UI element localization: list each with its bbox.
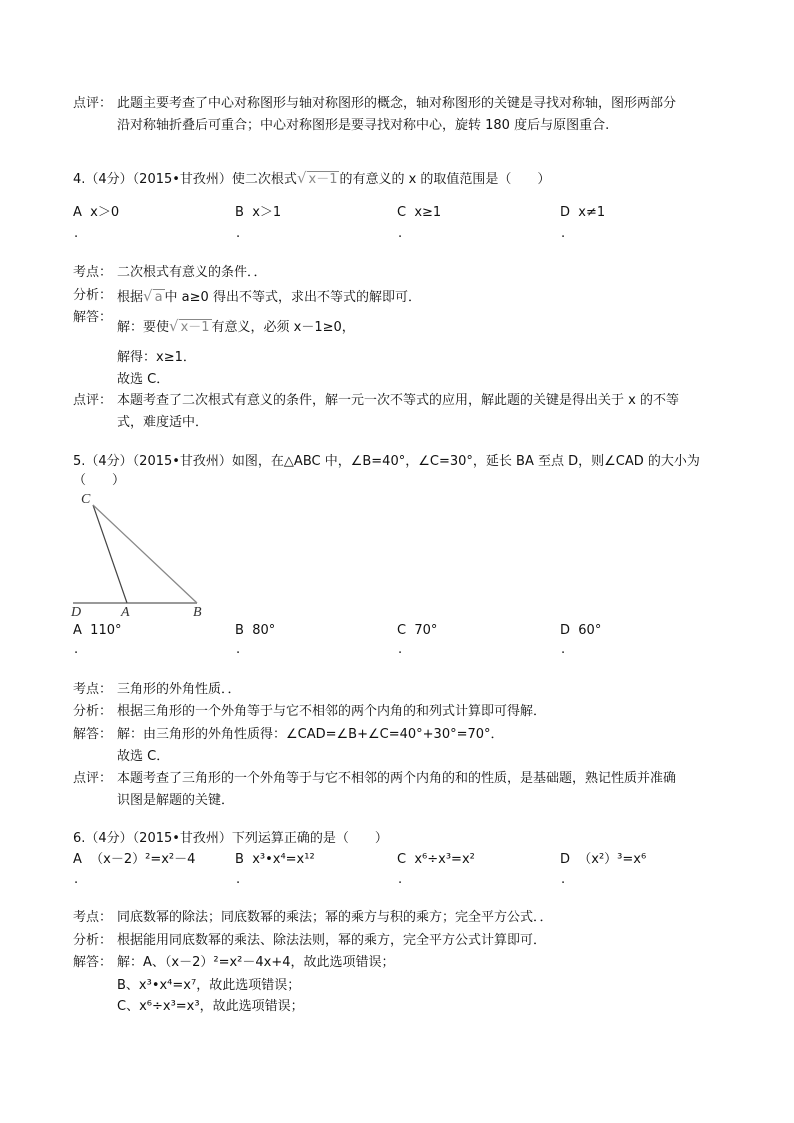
kaodian-text: 二次根式有意义的条件．． <box>117 265 267 280</box>
option-d: D x≠1 <box>560 205 606 220</box>
option-b: B x＞1 <box>235 205 282 220</box>
kaodian-label: 考点： <box>73 682 113 697</box>
question-6-stem: 6.（4分）（2015•甘孜州）下列运算正确的是（ ） <box>73 831 388 846</box>
sqrt-expression: √ x－1 <box>296 169 338 187</box>
jieda-text: C、x⁶÷x³=x³，故此选项错误； <box>117 999 304 1014</box>
option-c: C 70° <box>397 623 438 638</box>
review-label: 点评： <box>73 96 113 111</box>
document-page: 点评： 此题主要考查了中心对称图形与轴对称图形的概念，轴对称图形的关键是寻找对称轴，图形两部分 沿对称轴折叠后可重合；中心对称图形是要寻找对称中心，旋转 180 度后与原图重合. 4.（4分）（2015•甘孜州）使二次根式√ x－1 的有意义的 x 的取值范围是（ ） A x＞0 B x＞1 C x≥1 D x≠1 . . . . 考点： 二次根式有意义的条件．． 分析： 根据√ a 中 a≥0 得出不等式，求出不等式的解即可． 解答： 解：要使√ x－1 有意义，必须 x－1≥0， 解得：x≥1． 故选 C． 点评： 本题考查了二次根式有意义的条件，解一元一次不等式的应用，解此题的关键是得出关于 x 的不等 式，难度适中． 5.（4分）（2015•甘孜州）如图，在△ABC 中，∠B=40°，∠C=30°，延长 BA 至点 D，则∠CAD 的大小为 （ ） C D A B A 110° B 80° C 70° D 60° . . . . 考点： 三角形的外角性质．． 分析： 根据三角形的一个外角等于与它不相邻的两个内角的和列式计算即可得解． 解答： 解：由三角形的外角性质得：∠CAD=∠B+∠C=40°+30°=70°． 故选 C． 点评： 本题考查了三角形的一个外角等于与它不相邻的两个内角的和的性质，是基础题，熟记性质并准确 识图是解题的关键． 6.（4分）（2015•甘孜州）下列运算正确的是（ ） A （x－2）²=x²－4 B x³•x⁴=x¹² C x⁶÷x³=x² D （x²）³=x⁶ . . . . 考点： 同底数幂的除法；同底数幂的乘法；幂的乘方与积的乘方；完全平方公式．． 分析： 根据能用同底数幂的乘法、除法法则，幂的乘方，完全平方公式计算即可． 解答： 解：A、（x－2）²=x²－4x+4，故此选项错误； B、x³•x⁴=x⁷，故此选项错误； C、x⁶÷x³=x³，故此选项错误； <box>0 0 794 1123</box>
option-b: B 80° <box>235 623 276 638</box>
jieda-text: 故选 C． <box>117 749 170 764</box>
question-4-stem: 4.（4分）（2015•甘孜州）使二次根式√ x－1 的有意义的 x 的取值范围是（ ） <box>73 169 551 187</box>
jieda-text: B、x³•x⁴=x⁷，故此选项错误； <box>117 978 301 993</box>
kaodian-text: 同底数幂的除法；同底数幂的乘法；幂的乘方与积的乘方；完全平方公式．． <box>117 910 553 925</box>
kaodian-text: 三角形的外角性质．． <box>117 682 241 697</box>
jieda-label: 解答： <box>73 727 113 742</box>
jieda-text: 解得：x≥1． <box>117 350 196 365</box>
fenxi-label: 分析： <box>73 933 113 948</box>
review-text: 式，难度适中． <box>117 415 209 430</box>
line-cb <box>93 505 197 603</box>
review-text: 本题考查了二次根式有意义的条件，解一元一次不等式的应用，解此题的关键是得出关于 x 的不等 <box>117 393 679 408</box>
label-b: B <box>193 605 202 620</box>
option-c: C x≥1 <box>397 205 442 220</box>
fenxi-text: 根据三角形的一个外角等于与它不相邻的两个内角的和列式计算即可得解． <box>117 704 547 719</box>
review-text: 本题考查了三角形的一个外角等于与它不相邻的两个内角的和的性质，是基础题，熟记性质并准确 <box>117 771 677 786</box>
option-c: C x⁶÷x³=x² <box>397 852 475 867</box>
jieda-text: 解：要使√ x－1 有意义，必须 x－1≥0， <box>117 317 355 335</box>
review-label: 点评： <box>73 393 113 408</box>
fenxi-text: 根据能用同底数幂的乘法、除法法则，幂的乘方，完全平方公式计算即可． <box>117 933 547 948</box>
review-text: 识图是解题的关键． <box>117 793 235 808</box>
option-a: A 110° <box>73 623 122 638</box>
jieda-text: 故选 C． <box>117 372 170 387</box>
question-5-stem: 5.（4分）（2015•甘孜州）如图，在△ABC 中，∠B=40°，∠C=30°，延长 BA 至点 D，则∠CAD 的大小为 <box>73 454 700 469</box>
fenxi-label: 分析： <box>73 288 113 303</box>
option-d: D 60° <box>560 623 602 638</box>
question-5-stem: （ ） <box>73 473 126 488</box>
jieda-text: 解：A、（x－2）²=x²－4x+4，故此选项错误； <box>117 955 395 970</box>
option-a: A x＞0 <box>73 205 120 220</box>
option-a: A （x－2）²=x²－4 <box>73 852 196 867</box>
label-d: D <box>71 605 82 620</box>
review-text: 沿对称轴折叠后可重合；中心对称图形是要寻找对称中心，旋转 180 度后与原图重合. <box>117 118 610 133</box>
option-d: D （x²）³=x⁶ <box>560 852 647 867</box>
jieda-text: 解：由三角形的外角性质得：∠CAD=∠B+∠C=40°+30°=70°． <box>117 727 504 742</box>
line-ca <box>93 505 127 603</box>
label-a: A <box>121 605 130 620</box>
fenxi-label: 分析： <box>73 704 113 719</box>
review-label: 点评： <box>73 771 113 786</box>
jieda-label: 解答： <box>73 310 113 325</box>
kaodian-label: 考点： <box>73 265 113 280</box>
jieda-label: 解答： <box>73 955 113 970</box>
option-b: B x³•x⁴=x¹² <box>235 852 315 867</box>
kaodian-label: 考点： <box>73 910 113 925</box>
fenxi-text: 根据√ a 中 a≥0 得出不等式，求出不等式的解即可． <box>117 287 421 305</box>
label-c: C <box>81 492 91 507</box>
review-text: 此题主要考查了中心对称图形与轴对称图形的概念，轴对称图形的关键是寻找对称轴，图形两部分 <box>117 96 677 111</box>
